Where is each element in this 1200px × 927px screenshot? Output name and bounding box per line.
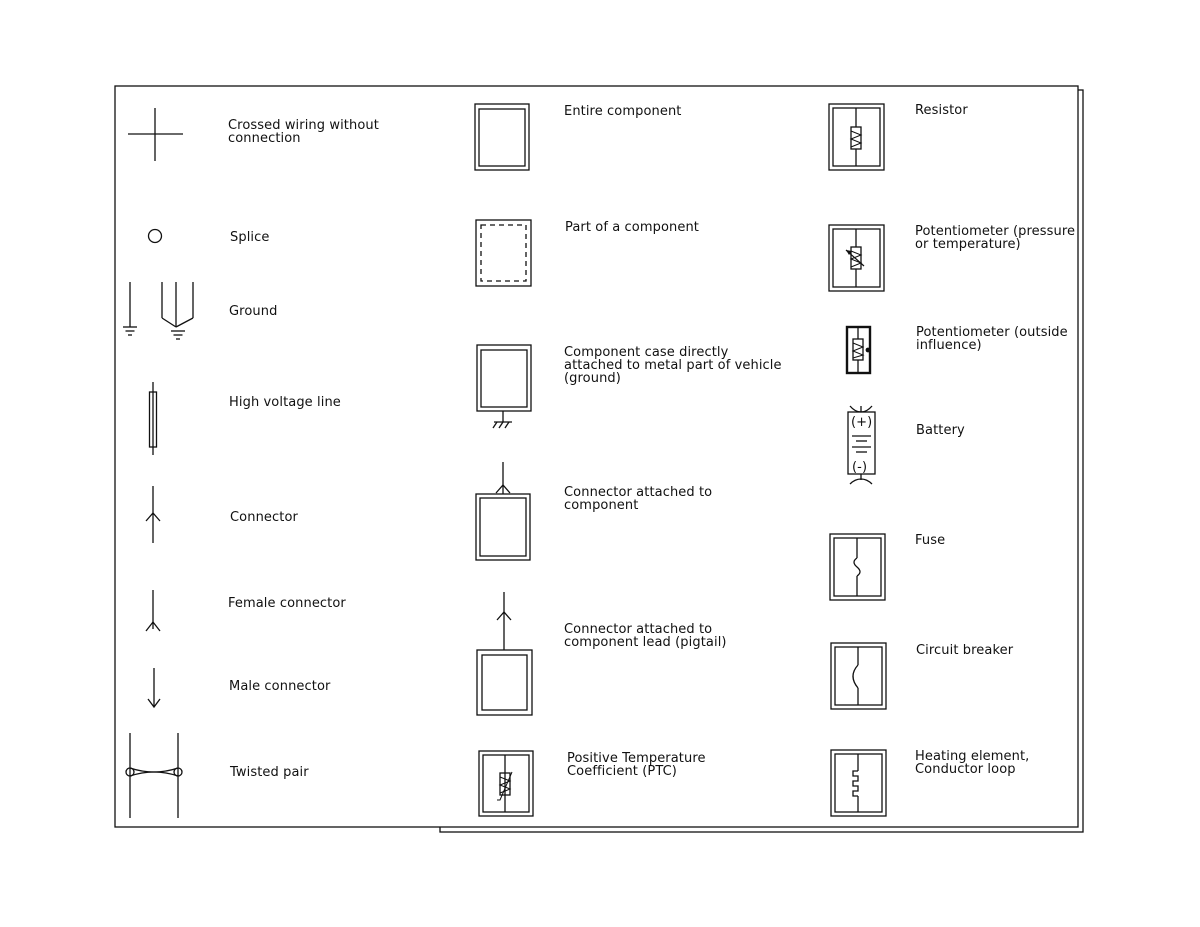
label-female-connector: Female connector	[228, 596, 346, 611]
label-connector: Connector	[230, 510, 298, 525]
label-connector-attached-pigtail: Connector attached to component lead (pigtail)	[564, 622, 727, 650]
label-potentiometer-pressure: Potentiometer (pressure or temperature)	[915, 224, 1076, 252]
label-heating-element: Heating element, Conductor loop	[915, 749, 1030, 777]
label-entire-component: Entire component	[564, 104, 682, 119]
label-ptc: Positive Temperature Coefficient (PTC)	[567, 751, 706, 779]
legend-frame	[115, 86, 1078, 827]
label-battery: Battery	[916, 423, 965, 438]
label-crossed-wiring: Crossed wiring without connection	[228, 118, 379, 146]
label-case-ground: Component case directly attached to metal part of vehicle (ground)	[564, 345, 782, 386]
label-splice: Splice	[230, 230, 270, 245]
label-circuit-breaker: Circuit breaker	[916, 643, 1014, 658]
label-male-connector: Male connector	[229, 679, 331, 694]
battery-plus-label: (+)	[851, 415, 873, 430]
label-resistor: Resistor	[915, 103, 968, 118]
label-connector-attached-component: Connector attached to component	[564, 485, 713, 513]
battery-minus-label: (-)	[852, 460, 868, 475]
label-potentiometer-outside: Potentiometer (outside influence)	[916, 325, 1068, 353]
label-ground: Ground	[229, 304, 278, 319]
label-twisted-pair: Twisted pair	[230, 765, 309, 780]
label-part-of-component: Part of a component	[565, 220, 700, 235]
label-high-voltage-line: High voltage line	[229, 395, 341, 410]
label-fuse: Fuse	[915, 533, 946, 548]
